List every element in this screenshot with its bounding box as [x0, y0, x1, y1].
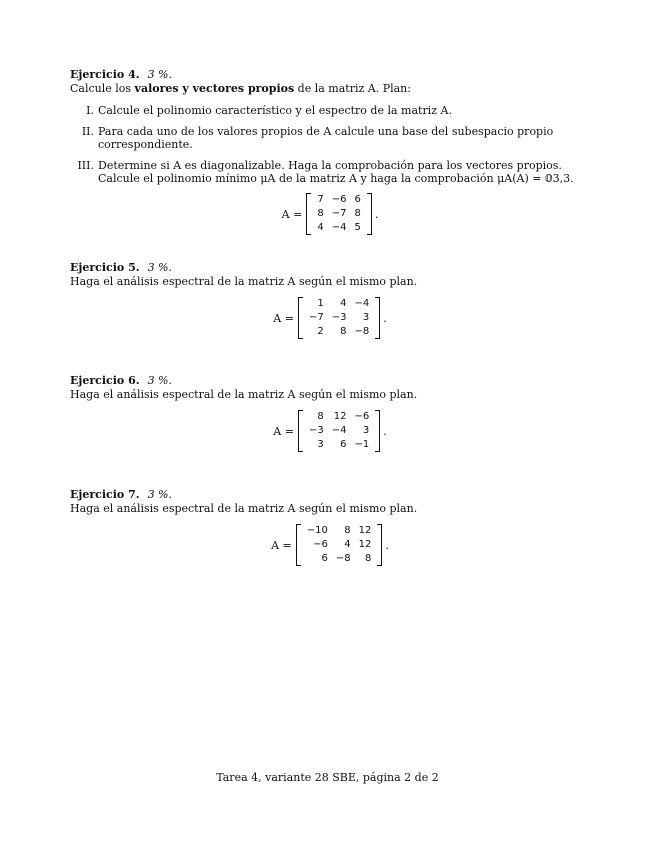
matrix-cell: 8 — [317, 411, 324, 422]
exercise-7 — [70, 488, 590, 566]
matrix-row — [303, 552, 376, 566]
matrix-cell: −4 — [331, 222, 347, 233]
right-bracket — [375, 410, 380, 452]
matrix-row — [305, 410, 373, 424]
plan-numeral: I. — [86, 104, 94, 117]
intro-emphasis: valores y vectores propios — [134, 82, 295, 95]
matrix-row — [305, 438, 373, 452]
right-bracket — [377, 524, 382, 566]
intro-text: Calcule los — [70, 82, 135, 95]
matrix-row — [305, 325, 373, 339]
page-footer: Tarea 4, variante 28 SBE, página 2 de 2 — [216, 771, 439, 784]
exercise-intro — [70, 82, 590, 96]
matrix-cell: −3 — [331, 312, 347, 323]
matrix-cell: −6 — [354, 411, 370, 422]
matrix-cell: 12 — [358, 539, 372, 550]
exercise-points: 3 %. — [147, 374, 173, 387]
exercise-title: Ejercicio 6. — [70, 374, 140, 387]
matrix-period: . — [374, 207, 379, 221]
matrix-cell: 5 — [354, 222, 361, 233]
exercise-title: Ejercicio 7. — [70, 488, 140, 501]
matrix-cell: 6 — [321, 553, 328, 564]
exercise-6 — [70, 374, 590, 452]
matrix-row — [305, 297, 373, 311]
exercise-5 — [70, 261, 590, 339]
plan-step — [70, 125, 590, 151]
matrix-period: . — [383, 311, 387, 325]
matrix-row — [305, 311, 373, 325]
matrix-row — [303, 538, 376, 552]
right-bracket — [375, 297, 380, 339]
plan-text: Para cada uno de los valores propios de A calcule una base del subespacio propio correspondiente. — [98, 125, 554, 151]
plan-step — [70, 159, 590, 185]
matrix-cell: 3 — [362, 425, 370, 436]
matrix-cell: −4 — [354, 298, 370, 309]
matrix-cell: 4 — [344, 539, 351, 550]
matrix-row — [313, 207, 365, 221]
exercise-title: Ejercicio 4. — [70, 68, 140, 81]
matrix-cell: −7 — [308, 312, 324, 323]
matrix-row — [303, 524, 376, 538]
left-bracket — [298, 410, 303, 452]
exercise-points: 3 %. — [147, 68, 173, 81]
exercise-heading — [70, 68, 590, 82]
plan-text: Determine si A es diagonalizable. Haga la comprobación para los vectores propios. Calcule el polinomio mínimo μA de la matriz A y haga la comprobación μA(A) = 𝟘3,3. — [98, 159, 574, 185]
matrix-row — [313, 221, 365, 235]
exercise-points: 3 %. — [147, 488, 173, 501]
matrix-cell: 8 — [354, 208, 361, 219]
exercise-4 — [70, 68, 590, 235]
matrix-cell: 12 — [358, 525, 372, 536]
exercise-title: Ejercicio 5. — [70, 261, 140, 274]
matrix-cell: −1 — [354, 439, 370, 450]
matrix-equation — [70, 410, 590, 452]
intro-text-end: de la matriz A. Plan: — [294, 82, 411, 95]
matrix-cell: −7 — [331, 208, 347, 219]
plan-numeral: II. — [81, 125, 94, 138]
exercise-points: 3 %. — [147, 261, 173, 274]
matrix-cell: 3 — [317, 439, 324, 450]
matrix-period: . — [385, 538, 389, 552]
matrix-cell: 7 — [317, 194, 324, 205]
matrix-cell: 12 — [333, 411, 347, 422]
matrix-label: A = — [273, 311, 294, 325]
plan-step — [70, 104, 590, 117]
matrix-period: . — [383, 424, 387, 438]
matrix — [303, 524, 376, 566]
matrix-label: A = — [273, 424, 294, 438]
matrix-cell: 8 — [317, 208, 324, 219]
matrix-row — [313, 193, 365, 207]
matrix-label: A = — [271, 538, 292, 552]
plan-numeral: III. — [77, 159, 94, 172]
matrix-cell: 2 — [317, 326, 324, 337]
matrix-cell: −3 — [308, 425, 324, 436]
exercise-heading — [70, 488, 590, 502]
matrix-equation — [70, 193, 590, 235]
left-bracket — [298, 297, 303, 339]
matrix-cell: 6 — [354, 194, 361, 205]
left-bracket — [306, 193, 311, 235]
matrix-cell: −6 — [313, 539, 328, 550]
matrix-cell: −4 — [331, 425, 347, 436]
matrix-cell: −8 — [354, 326, 370, 337]
matrix-cell: 8 — [344, 525, 351, 536]
plan-list — [70, 104, 590, 185]
exercise-intro: Haga el análisis espectral de la matriz A según el mismo plan. — [70, 275, 418, 288]
matrix-cell: 6 — [340, 439, 347, 450]
matrix-cell: 4 — [340, 298, 347, 309]
matrix-cell: 1 — [317, 298, 324, 309]
matrix — [313, 193, 365, 235]
exercise-heading — [70, 374, 590, 388]
matrix-equation — [70, 524, 590, 566]
exercise-intro: Haga el análisis espectral de la matriz A según el mismo plan. — [70, 502, 418, 515]
matrix-cell: 8 — [365, 553, 372, 564]
matrix-label: A = — [281, 207, 303, 221]
matrix — [305, 297, 373, 339]
exercise-heading — [70, 261, 590, 275]
matrix-cell: −10 — [306, 525, 328, 536]
matrix-cell: 4 — [317, 222, 324, 233]
left-bracket — [296, 524, 301, 566]
plan-text: Calcule el polinomio característico y el espectro de la matriz A. — [98, 104, 452, 117]
matrix-cell: 3 — [362, 312, 370, 323]
matrix-cell: −8 — [335, 553, 351, 564]
right-bracket — [367, 193, 372, 235]
exercise-intro: Haga el análisis espectral de la matriz A según el mismo plan. — [70, 388, 418, 401]
matrix — [305, 410, 373, 452]
matrix-equation — [70, 297, 590, 339]
matrix-cell: −6 — [331, 194, 347, 205]
matrix-cell: 8 — [340, 326, 347, 337]
matrix-row — [305, 424, 373, 438]
